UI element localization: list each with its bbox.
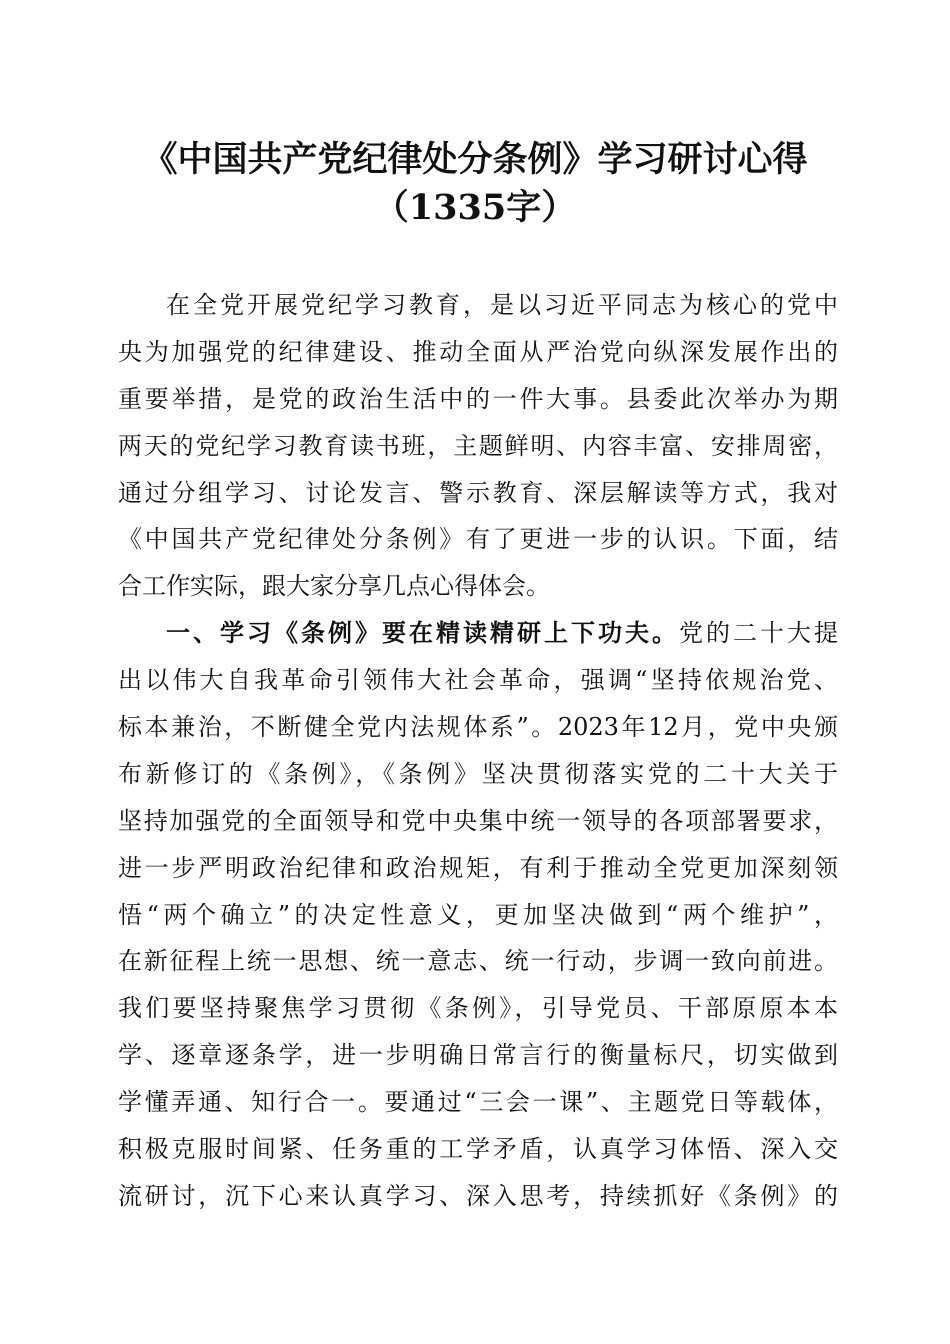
paragraph-intro (118, 282, 838, 610)
paragraph-line: 悟“两个确立”的决定性意义，更加坚决做到“两个维护”， (118, 900, 838, 929)
document-body (118, 282, 838, 1220)
paragraph-line: 在新征程上统一思想、统一意志、统一行动，步调一致向前进。 (118, 947, 838, 976)
paragraph-line: 学、逐章逐条学，进一步明确日常言行的衡量标尺，切实做到 (118, 1041, 838, 1070)
paragraph-line: 央为加强党的纪律建设、推动全面从严治党向纵深发展作出的 (118, 337, 838, 366)
paragraph-line: 学懂弄通、知行合一。要通过“三会一课”、主题党日等载体， (118, 1088, 838, 1117)
paragraph-line: 流研讨，沉下心来认真学习、深入思考，持续抓好《条例》的 (118, 1181, 838, 1210)
document-title: 《中国共产党纪律处分条例》学习研讨心得 (142, 139, 808, 180)
paragraph-line: 布新修订的《条例》，《条例》坚决贯彻落实党的二十大关于 (118, 759, 838, 788)
paragraph-line: 合工作实际，跟大家分享几点心得体会。 (118, 572, 550, 601)
paragraph-line: 积极克服时间紧、任务重的工学矛盾，认真学习体悟、深入交 (118, 1135, 838, 1164)
section-heading-continuation: 党的二十大提 (679, 619, 838, 648)
paragraph-section-one (118, 610, 838, 1220)
paragraph-line: 我们要坚持聚焦学习贯彻《条例》，引导党员、干部原原本本 (118, 994, 838, 1023)
paragraph-line: 坚持加强党的全面领导和党中央集中统一领导的各项部署要求， (118, 806, 838, 835)
paragraph-line (118, 610, 838, 657)
paragraph-line: 《中国共产党纪律处分条例》有了更进一步的认识。下面，结 (118, 525, 838, 554)
paragraph-line: 两天的党纪学习教育读书班，主题鲜明、内容丰富、安排周密， (118, 431, 838, 460)
paragraph-line: 出以伟大自我革命引领伟大社会革命，强调“坚持依规治党、 (118, 666, 838, 695)
paragraph-line: 进一步严明政治纪律和政治规矩，有利于推动全党更加深刻领 (118, 853, 838, 882)
paragraph-line: 标本兼治，不断健全党内法规体系”。2023年12月，党中央颁 (118, 713, 838, 742)
section-heading: 一、学习《条例》要在精读精研上下功夫。 (166, 618, 679, 648)
paragraph-line: 在全党开展党纪学习教育，是以习近平同志为核心的党中 (166, 291, 838, 319)
document-subtitle-word-count: （1335字） (373, 187, 577, 228)
paragraph-line: 重要举措，是党的政治生活中的一件大事。县委此次举办为期 (118, 384, 838, 413)
paragraph-line: 通过分组学习、讨论发言、警示教育、深层解读等方式，我对 (118, 478, 838, 507)
